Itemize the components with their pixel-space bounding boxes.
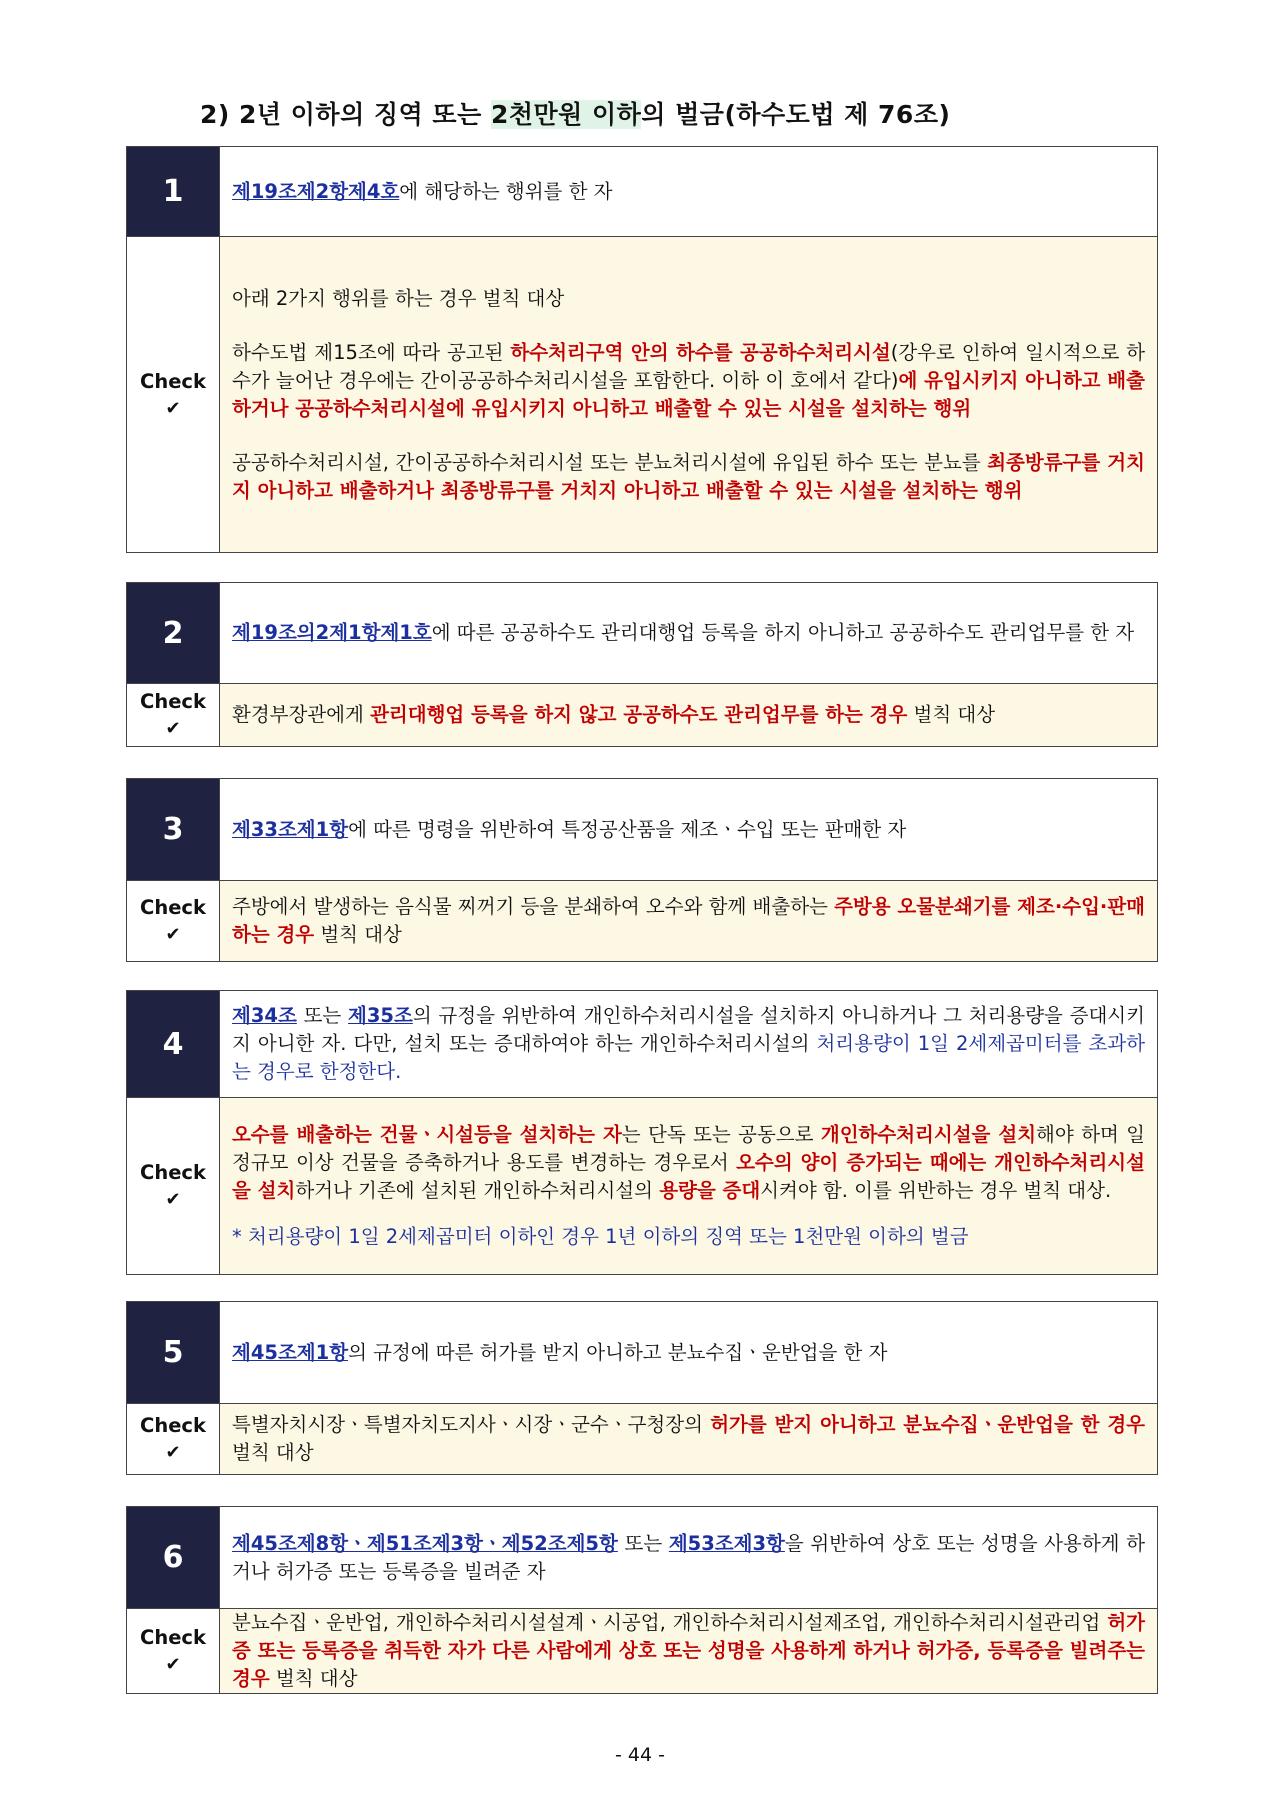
law-reference-link[interactable]: 제19조의2제1항제1호 (232, 621, 432, 644)
page-number: - 44 - (615, 1744, 665, 1766)
law-reference-link[interactable]: 제45조제1항 (232, 1340, 349, 1364)
penalty-block-5 (126, 1301, 1158, 1475)
item-detail: 주방에서 발생하는 음식물 찌꺼기 등을 분쇄하여 오수와 함께 배출하는 주방용 오물분쇄기를 제조·수입·판매하는 경우 벌칙 대상 (219, 881, 1157, 961)
item-heading: 제19조의2제1항제1호에 따른 공공하수도 관리대행업 등록을 하지 아니하고 공공하수도 관리업무를 한 자 (219, 583, 1157, 683)
item-number: 5 (127, 1302, 219, 1403)
penalty-block-2 (126, 582, 1158, 747)
item-detail: 아래 2가지 행위를 하는 경우 벌칙 대상 하수도법 제15조에 따라 공고된 하수처리구역 안의 하수를 공공하수처리시설(강우로 인하여 일시적으로 하수가 늘어난 경우에는 간이공공하수처리시설을 포함한다. 이하 이 호에서 같다)에 유입시키지 아니하고 배출하거나 공공하수처리시설에 유입시키지 아니하고 배출할 수 있는 시설을 설치하는 행위 공공하수처리시설, 간이공공하수처리시설 또는 분뇨처리시설에 유입된 하수 또는 분뇨를 최종방류구를 거치지 아니하고 배출하거나 최종방류구를 거치지 아니하고 배출할 수 있는 시설을 설치하는 행위 (219, 237, 1157, 552)
check-mark-icon: ✔ (165, 924, 181, 945)
check-label: Check ✔ (127, 237, 219, 552)
penalty-block-1 (126, 146, 1158, 553)
footnote: * 처리용량이 1일 2세제곱미터 이하인 경우 1년 이하의 징역 또는 1천만원 이하의 벌금 (232, 1225, 969, 1248)
check-mark-icon: ✔ (165, 397, 181, 419)
check-label: Check ✔ (127, 1404, 219, 1474)
item-detail: 특별자치시장ㆍ특별자치도지사ㆍ시장ㆍ군수ㆍ구청장의 허가를 받지 아니하고 분뇨수집ㆍ운반업을 한 경우 벌칙 대상 (219, 1404, 1157, 1474)
item-heading: 제19조제2항제4호에 해당하는 행위를 한 자 (219, 147, 1157, 236)
item-detail: 환경부장관에게 관리대행업 등록을 하지 않고 공공하수도 관리업무를 하는 경우 벌칙 대상 (219, 684, 1157, 746)
law-reference-link[interactable]: 제19조제2항제4호 (232, 179, 400, 203)
item-number: 1 (127, 147, 219, 236)
check-mark-icon: ✔ (165, 1654, 181, 1675)
check-label: Check ✔ (127, 1609, 219, 1693)
title-suffix: 의 벌금(하수도법 제 76조) (641, 100, 951, 129)
check-mark-icon: ✔ (165, 1189, 181, 1210)
law-reference-link[interactable]: 제45조제8항ㆍ제51조제3항ㆍ제52조제5항 (232, 1531, 618, 1555)
check-label: Check ✔ (127, 881, 219, 961)
item-heading: 제34조 또는 제35조의 규정을 위반하여 개인하수처리시설을 설치하지 아니하거나 그 처리용량을 증대시키지 아니한 자. 다만, 설치 또는 증대하여야 하는 개인하수처리시설의 처리용량이 1일 2세제곱미터를 초과하는 경우로 한정한다. (219, 991, 1157, 1097)
item-heading: 제33조제1항에 따른 명령을 위반하여 특정공산품을 제조ㆍ수입 또는 판매한 자 (219, 779, 1157, 880)
penalty-block-4 (126, 990, 1158, 1275)
item-number: 2 (127, 583, 219, 683)
item-number: 6 (127, 1507, 219, 1608)
item-number: 4 (127, 991, 219, 1097)
penalty-block-3 (126, 778, 1158, 962)
item-detail: 오수를 배출하는 건물ㆍ시설등을 설치하는 자는 단독 또는 공동으로 개인하수처리시설을 설치해야 하며 일정규모 이상 건물을 증축하거나 용도를 변경하는 경우로서 오수의 양이 증가되는 때에는 개인하수처리시설을 설치하거나 기존에 설치된 개인하수처리시설의 용량을 증대시켜야 함. 이를 위반하는 경우 벌칙 대상. * 처리용량이 1일 2세제곱미터 이하인 경우 1년 이하의 징역 또는 1천만원 이하의 벌금 (219, 1098, 1157, 1274)
item-detail: 분뇨수집ㆍ운반업, 개인하수처리시설설계ㆍ시공업, 개인하수처리시설제조업, 개인하수처리시설관리업 허가증 또는 등록증을 취득한 자가 다른 사람에게 상호 또는 성명을 사용하게 하거나 허가증, 등록증을 빌려주는 경우 벌칙 대상 (219, 1609, 1157, 1693)
law-reference-link[interactable]: 제33조제1항 (232, 817, 349, 841)
law-reference-link[interactable]: 제34조 (232, 1004, 297, 1027)
section-title (200, 95, 950, 131)
penalty-block-6 (126, 1506, 1158, 1694)
item-heading: 제45조제1항의 규정에 따른 허가를 받지 아니하고 분뇨수집ㆍ운반업을 한 자 (219, 1302, 1157, 1403)
check-label: Check ✔ (127, 684, 219, 746)
check-mark-icon: ✔ (165, 1442, 181, 1463)
law-reference-link[interactable]: 제35조 (348, 1004, 413, 1027)
title-highlight: 2천만원 이하 (490, 100, 642, 129)
check-mark-icon: ✔ (165, 718, 181, 739)
title-prefix: 2) 2년 이하의 징역 또는 (200, 100, 491, 129)
item-number: 3 (127, 779, 219, 880)
check-label: Check ✔ (127, 1098, 219, 1274)
law-reference-link[interactable]: 제53조제3항 (668, 1531, 785, 1555)
item-heading: 제45조제8항ㆍ제51조제3항ㆍ제52조제5항 또는 제53조제3항을 위반하여 상호 또는 성명을 사용하게 하거나 허가증 또는 등록증을 빌려준 자 (219, 1507, 1157, 1608)
